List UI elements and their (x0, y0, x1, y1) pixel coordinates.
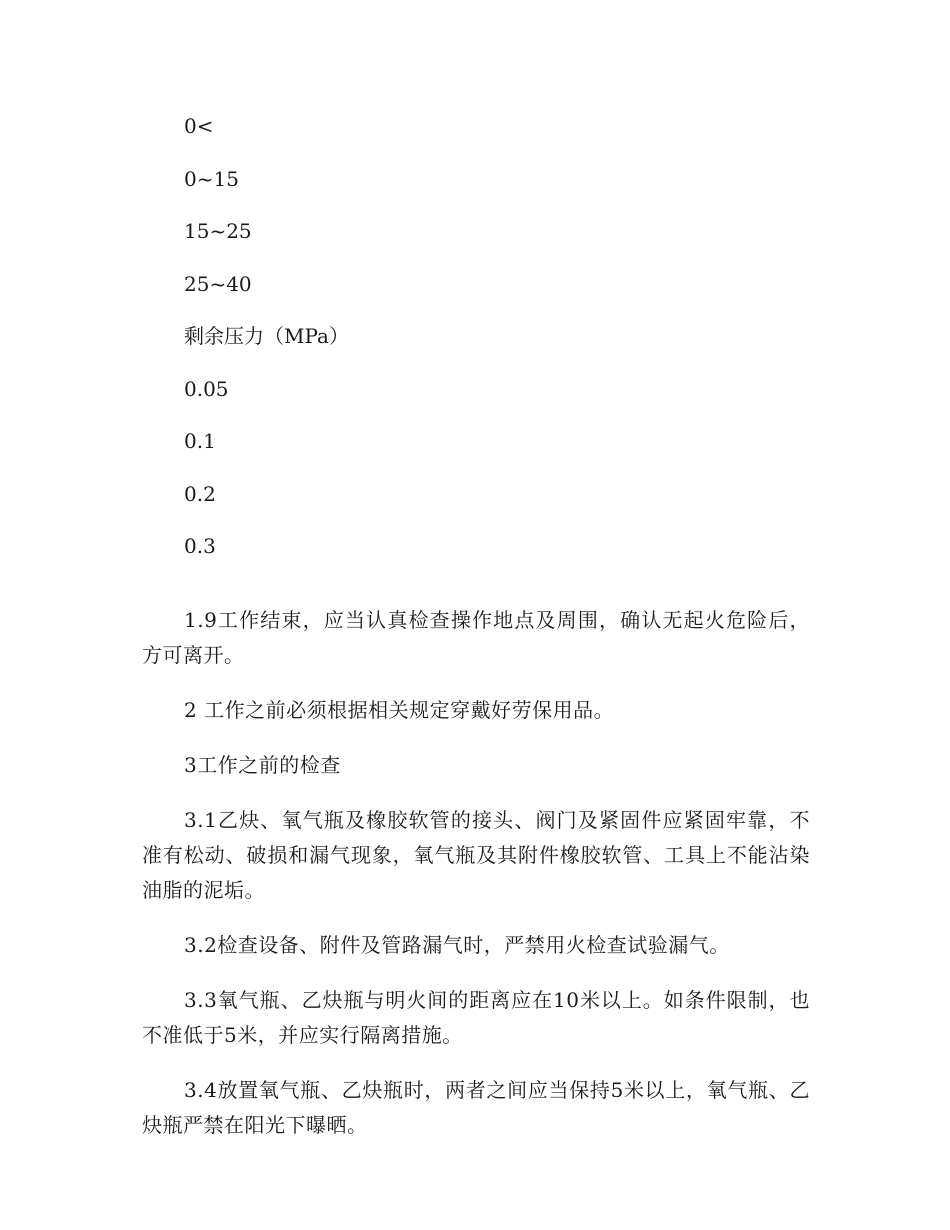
paragraph-3-1: 3.1乙炔、氧气瓶及橡胶软管的接头、阀门及紧固件应紧固牢靠，不准有松动、破损和漏气现象，氧气瓶及其附件橡胶软管、工具上不能沾染油脂的泥垢。 (142, 807, 810, 902)
temperature-range-1: 0~15 (184, 166, 239, 191)
paragraph-3-heading: 3工作之前的检查 (184, 752, 341, 777)
paragraph-2: 2 工作之前必须根据相关规定穿戴好劳保用品。 (184, 697, 615, 722)
pressure-value-1: 0.1 (184, 429, 216, 453)
pressure-header: 剩余压力（MPa） (184, 324, 349, 348)
paragraph-3-4: 3.4放置氧气瓶、乙炔瓶时，两者之间应当保持5米以上，氧气瓶、乙炔瓶严禁在阳光下曝晒。 (142, 1077, 810, 1137)
temperature-range-0: 0< (184, 114, 214, 138)
pressure-value-3: 0.3 (184, 534, 216, 558)
paragraph-3-2: 3.2检查设备、附件及管路漏气时，严禁用火检查试验漏气。 (184, 932, 730, 957)
pressure-value-0: 0.05 (184, 376, 229, 401)
pressure-value-2: 0.2 (184, 481, 216, 506)
paragraph-1-9: 1.9工作结束，应当认真检查操作地点及周围，确认无起火危险后，方可离开。 (142, 607, 810, 667)
document-body (142, 110, 810, 1160)
paragraph-3-3: 3.3氧气瓶、乙炔瓶与明火间的距离应在10米以上。如条件限制，也不准低于5米，并应实行隔离措施。 (142, 987, 810, 1047)
temperature-range-3: 25~40 (184, 271, 252, 296)
temperature-range-2: 15~25 (184, 219, 252, 243)
